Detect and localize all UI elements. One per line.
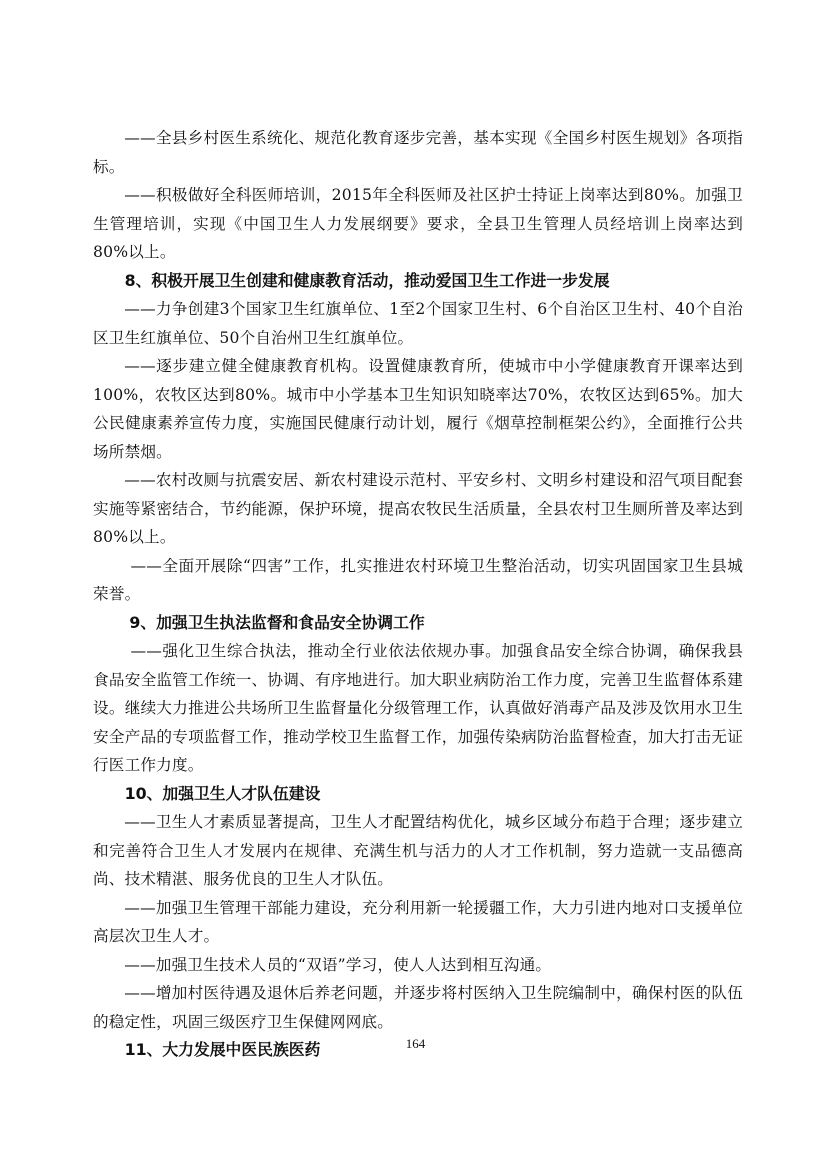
paragraph: ——加强卫生技术人员的“双语”学习，使人人达到相互沟通。 (124, 955, 552, 974)
section-heading: 8、积极开展卫生创建和健康教育活动，推动爱国卫生工作进一步发展 (124, 270, 610, 290)
section-heading: 9、加强卫生执法监督和食品安全协调工作 (129, 612, 425, 632)
section-heading: 10、加强卫生人才队伍建设 (124, 783, 321, 803)
section-heading: 11、大力发展中医民族医药 (124, 1040, 321, 1059)
page-number: 164 (405, 1036, 426, 1051)
paragraph: ——逐步建立健全健康教育机构。设置健康教育所，使城市中小学健康教育开课率达到100%，农牧区达到80%。城市中小学基本卫生知识知晓率达70%，农牧区达到65%。加大公民健康素养宣传力度，实施国民健康行动计划，履行《烟草控制框架公约》，全面推行公共场所禁烟。 (93, 357, 743, 461)
paragraph: ——强化卫生综合执法，推动全行业依法依规办事。加强食品安全综合协调，确保我县食品安全监管工作统一、协调、有序地进行。加大职业病防治工作力度，完善卫生监督体系建设。继续大力推进公共场所卫生监督量化分级管理工作，认真做好消毒产品及涉及饮用水卫生安全产品的专项监督工作，推动学校卫生监督工作，加强传染病防治监督检查，加大打击无证行医工作力度。 (93, 642, 743, 774)
paragraph: ——农村改厕与抗震安居、新农村建设示范村、平安乡村、文明乡村建设和沼气项目配套实施等紧密结合，节约能源，保护环境，提高农牧民生活质量，全县农村卫生厕所普及率达到80%以上。 (93, 471, 743, 546)
paragraph: ——加强卫生管理干部能力建设，充分利用新一轮援疆工作，大力引进内地对口支援单位高层次卫生人才。 (93, 898, 743, 945)
paragraph: ——卫生人才素质显著提高，卫生人才配置结构优化，城乡区域分布趋于合理；逐步建立和完善符合卫生人才发展内在规律、充满生机与活力的人才工作机制，努力造就一支品德高尚、技术精湛、服务优良的卫生人才队伍。 (93, 813, 743, 888)
document-body (93, 124, 743, 1065)
paragraph: ——力争创建3个国家卫生红旗单位、1至2个国家卫生村、6个自治区卫生村、40个自治区卫生红旗单位、50个自治州卫生红旗单位。 (93, 300, 743, 347)
paragraph: ——积极做好全科医师培训，2015年全科医师及社区护士持证上岗率达到80%。加强卫生管理培训，实现《中国卫生人力发展纲要》要求，全县卫生管理人员经培训上岗率达到80%以上。 (93, 186, 743, 261)
paragraph: ——全县乡村医生系统化、规范化教育逐步完善，基本实现《全国乡村医生规划》各项指标。 (93, 129, 743, 176)
paragraph: ——增加村医待遇及退休后养老问题，并逐步将村医纳入卫生院编制中，确保村医的队伍的稳定性，巩固三级医疗卫生保健网网底。 (93, 984, 743, 1031)
paragraph: ——全面开展除“四害”工作，扎实推进农村环境卫生整治活动，切实巩固国家卫生县城荣誉。 (93, 556, 743, 603)
